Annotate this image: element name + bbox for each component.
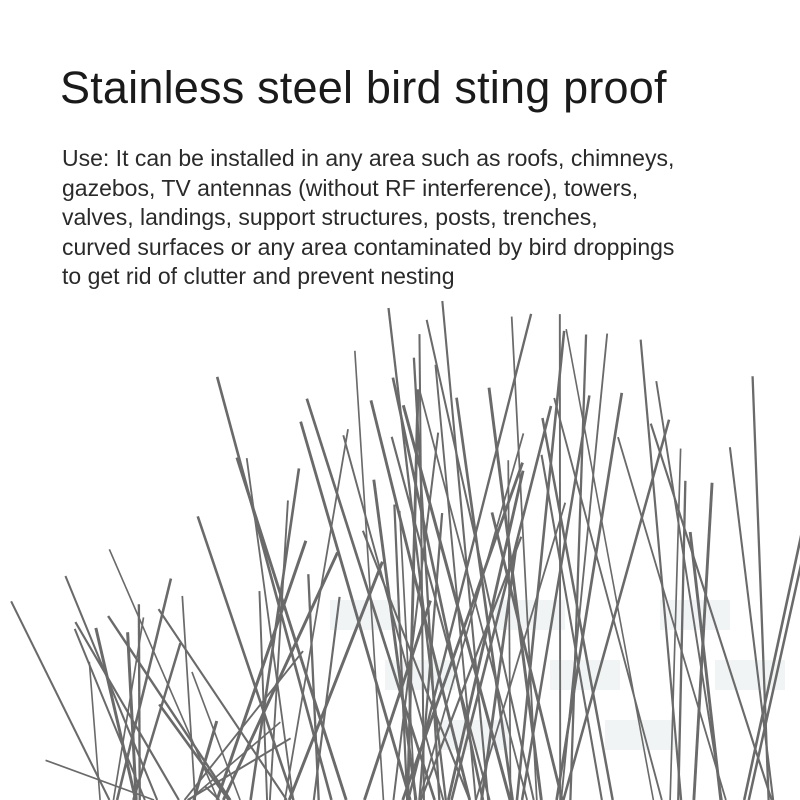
spike <box>355 351 384 800</box>
spike <box>139 604 140 800</box>
description-line: to get rid of clutter and prevent nesting <box>62 263 455 290</box>
usage-description <box>62 144 792 292</box>
description-line: Use: It can be installed in any area such as roofs, chimneys, <box>62 145 675 171</box>
description-line: valves, landings, support structures, posts, trenches, <box>62 204 598 231</box>
page-title: Stainless steel bird sting proof <box>60 62 667 113</box>
description-line: curved surfaces or any area contaminated by bird droppings <box>62 233 675 260</box>
spike <box>448 471 523 800</box>
description-line: gazebos, TV antennas (without RF interference), towers, <box>62 174 639 201</box>
spike <box>182 596 195 800</box>
spike <box>11 601 109 800</box>
spike <box>730 447 773 800</box>
